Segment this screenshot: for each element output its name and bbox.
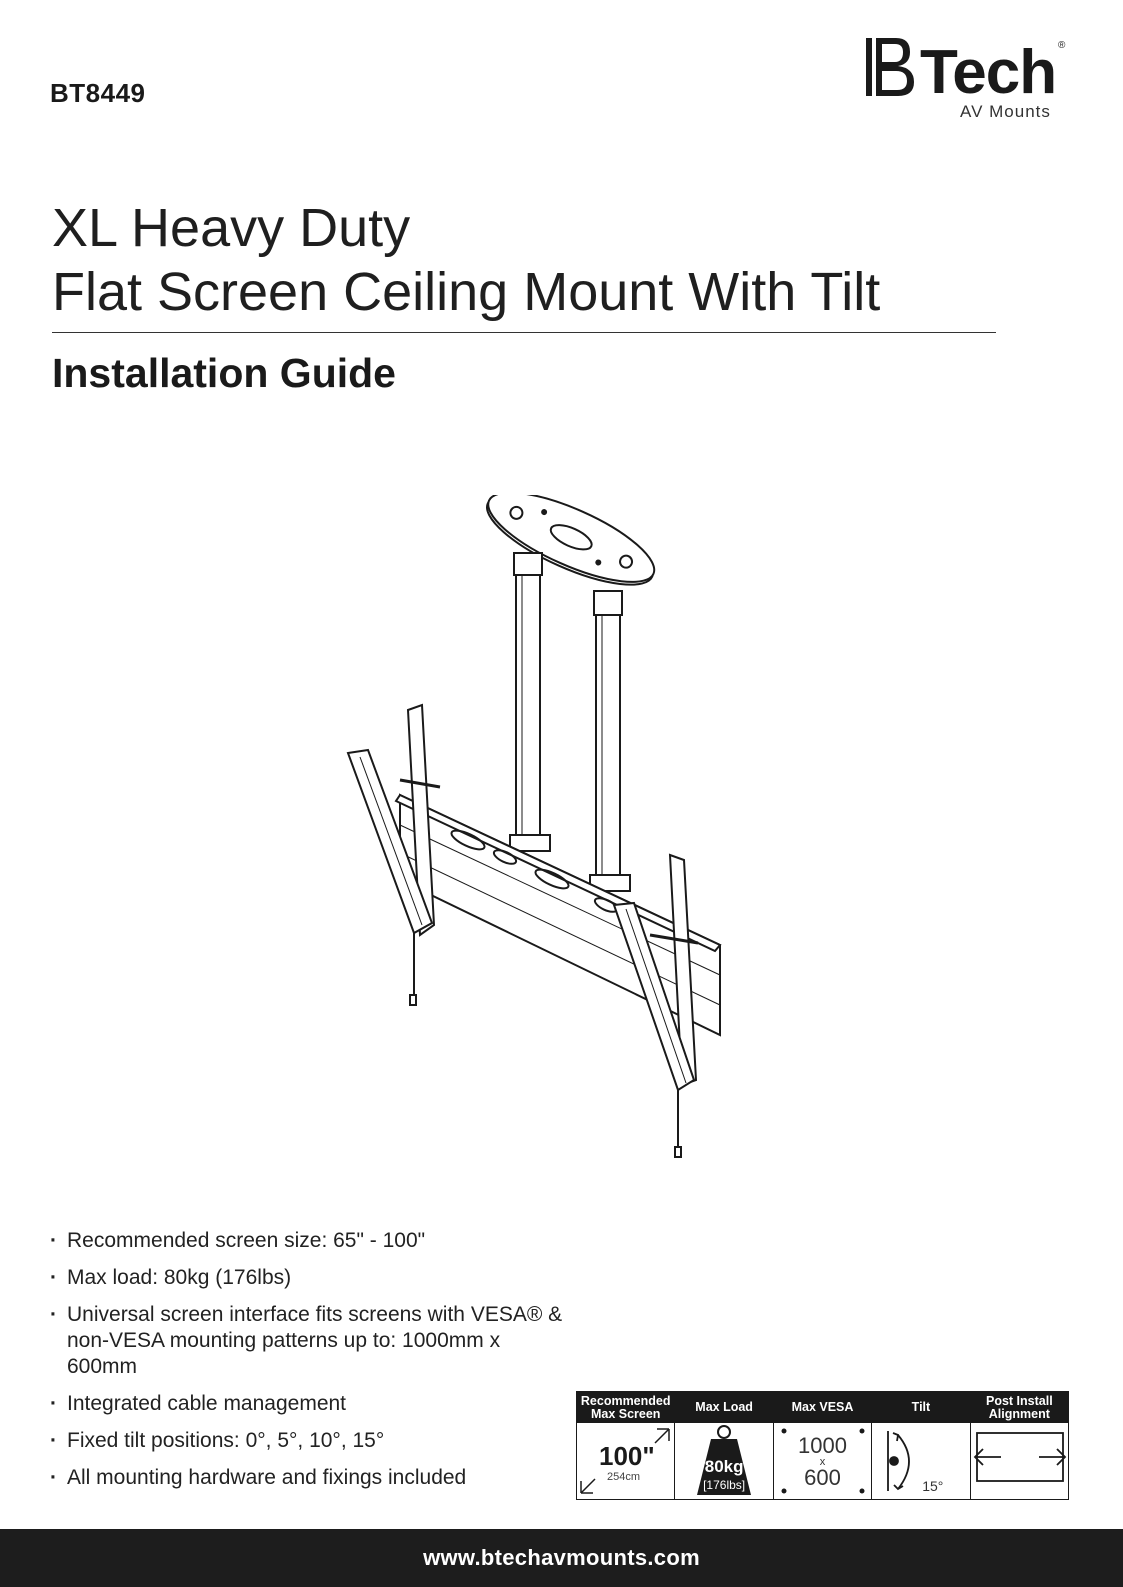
- product-illustration: [330, 495, 750, 1175]
- load-value: 80kg: [704, 1457, 744, 1476]
- spec-header: Recommended Max Screen: [577, 1392, 674, 1423]
- model-number: BT8449: [50, 78, 146, 108]
- spec-max-vesa: [774, 1392, 872, 1499]
- brand-logo: [864, 34, 1074, 124]
- spec-max-load: [675, 1392, 773, 1499]
- list-item: · Fixed tilt positions: 0°, 5°, 10°, 15°: [50, 1428, 570, 1454]
- tilt-value: 15°: [922, 1478, 944, 1494]
- feature-list: [50, 1228, 570, 1502]
- list-item: · Integrated cable management: [50, 1391, 570, 1417]
- alignment-arrows-icon: [971, 1423, 1069, 1499]
- tilt-icon: [872, 1423, 970, 1499]
- spec-header: Tilt: [872, 1392, 969, 1423]
- spec-header: Post Install Alignment: [971, 1392, 1068, 1423]
- title-line-2: Flat Screen Ceiling Mount With Tilt: [52, 262, 881, 322]
- spec-header: Max Load: [675, 1392, 772, 1423]
- spec-post-install-alignment: [971, 1392, 1068, 1499]
- logo-subtitle: AV Mounts: [960, 102, 1051, 121]
- spec-table: [576, 1391, 1069, 1500]
- list-item: · Recommended screen size: 65" - 100": [50, 1228, 570, 1254]
- screen-size-metric: 254cm: [607, 1471, 641, 1483]
- title-divider: [52, 332, 996, 333]
- spec-header: Max VESA: [774, 1392, 871, 1423]
- list-item: · All mounting hardware and fixings included: [50, 1465, 570, 1491]
- title-line-1: XL Heavy Duty: [52, 198, 411, 258]
- list-item: · Universal screen interface fits screens with VESA® & non-VESA mounting patterns up to: 1000mm x 600mm: [50, 1302, 570, 1380]
- logo-wordmark: Tech: [920, 38, 1057, 107]
- list-item: · Max load: 80kg (176lbs): [50, 1265, 570, 1291]
- vesa-height: 600: [804, 1465, 841, 1490]
- footer-url[interactable]: www.btechavmounts.com: [0, 1529, 1123, 1587]
- spec-max-screen: [577, 1392, 675, 1499]
- screen-size-value: 100": [599, 1441, 655, 1471]
- btech-logo-icon: [864, 34, 920, 100]
- page-title: [52, 196, 880, 324]
- vesa-width: 1000: [798, 1433, 847, 1458]
- guide-subtitle: Installation Guide: [52, 350, 396, 396]
- vesa-separator: x: [819, 1456, 826, 1468]
- spec-tilt: [872, 1392, 970, 1499]
- load-imperial: [176lbs]: [703, 1478, 746, 1492]
- registered-mark: ®: [1058, 40, 1066, 51]
